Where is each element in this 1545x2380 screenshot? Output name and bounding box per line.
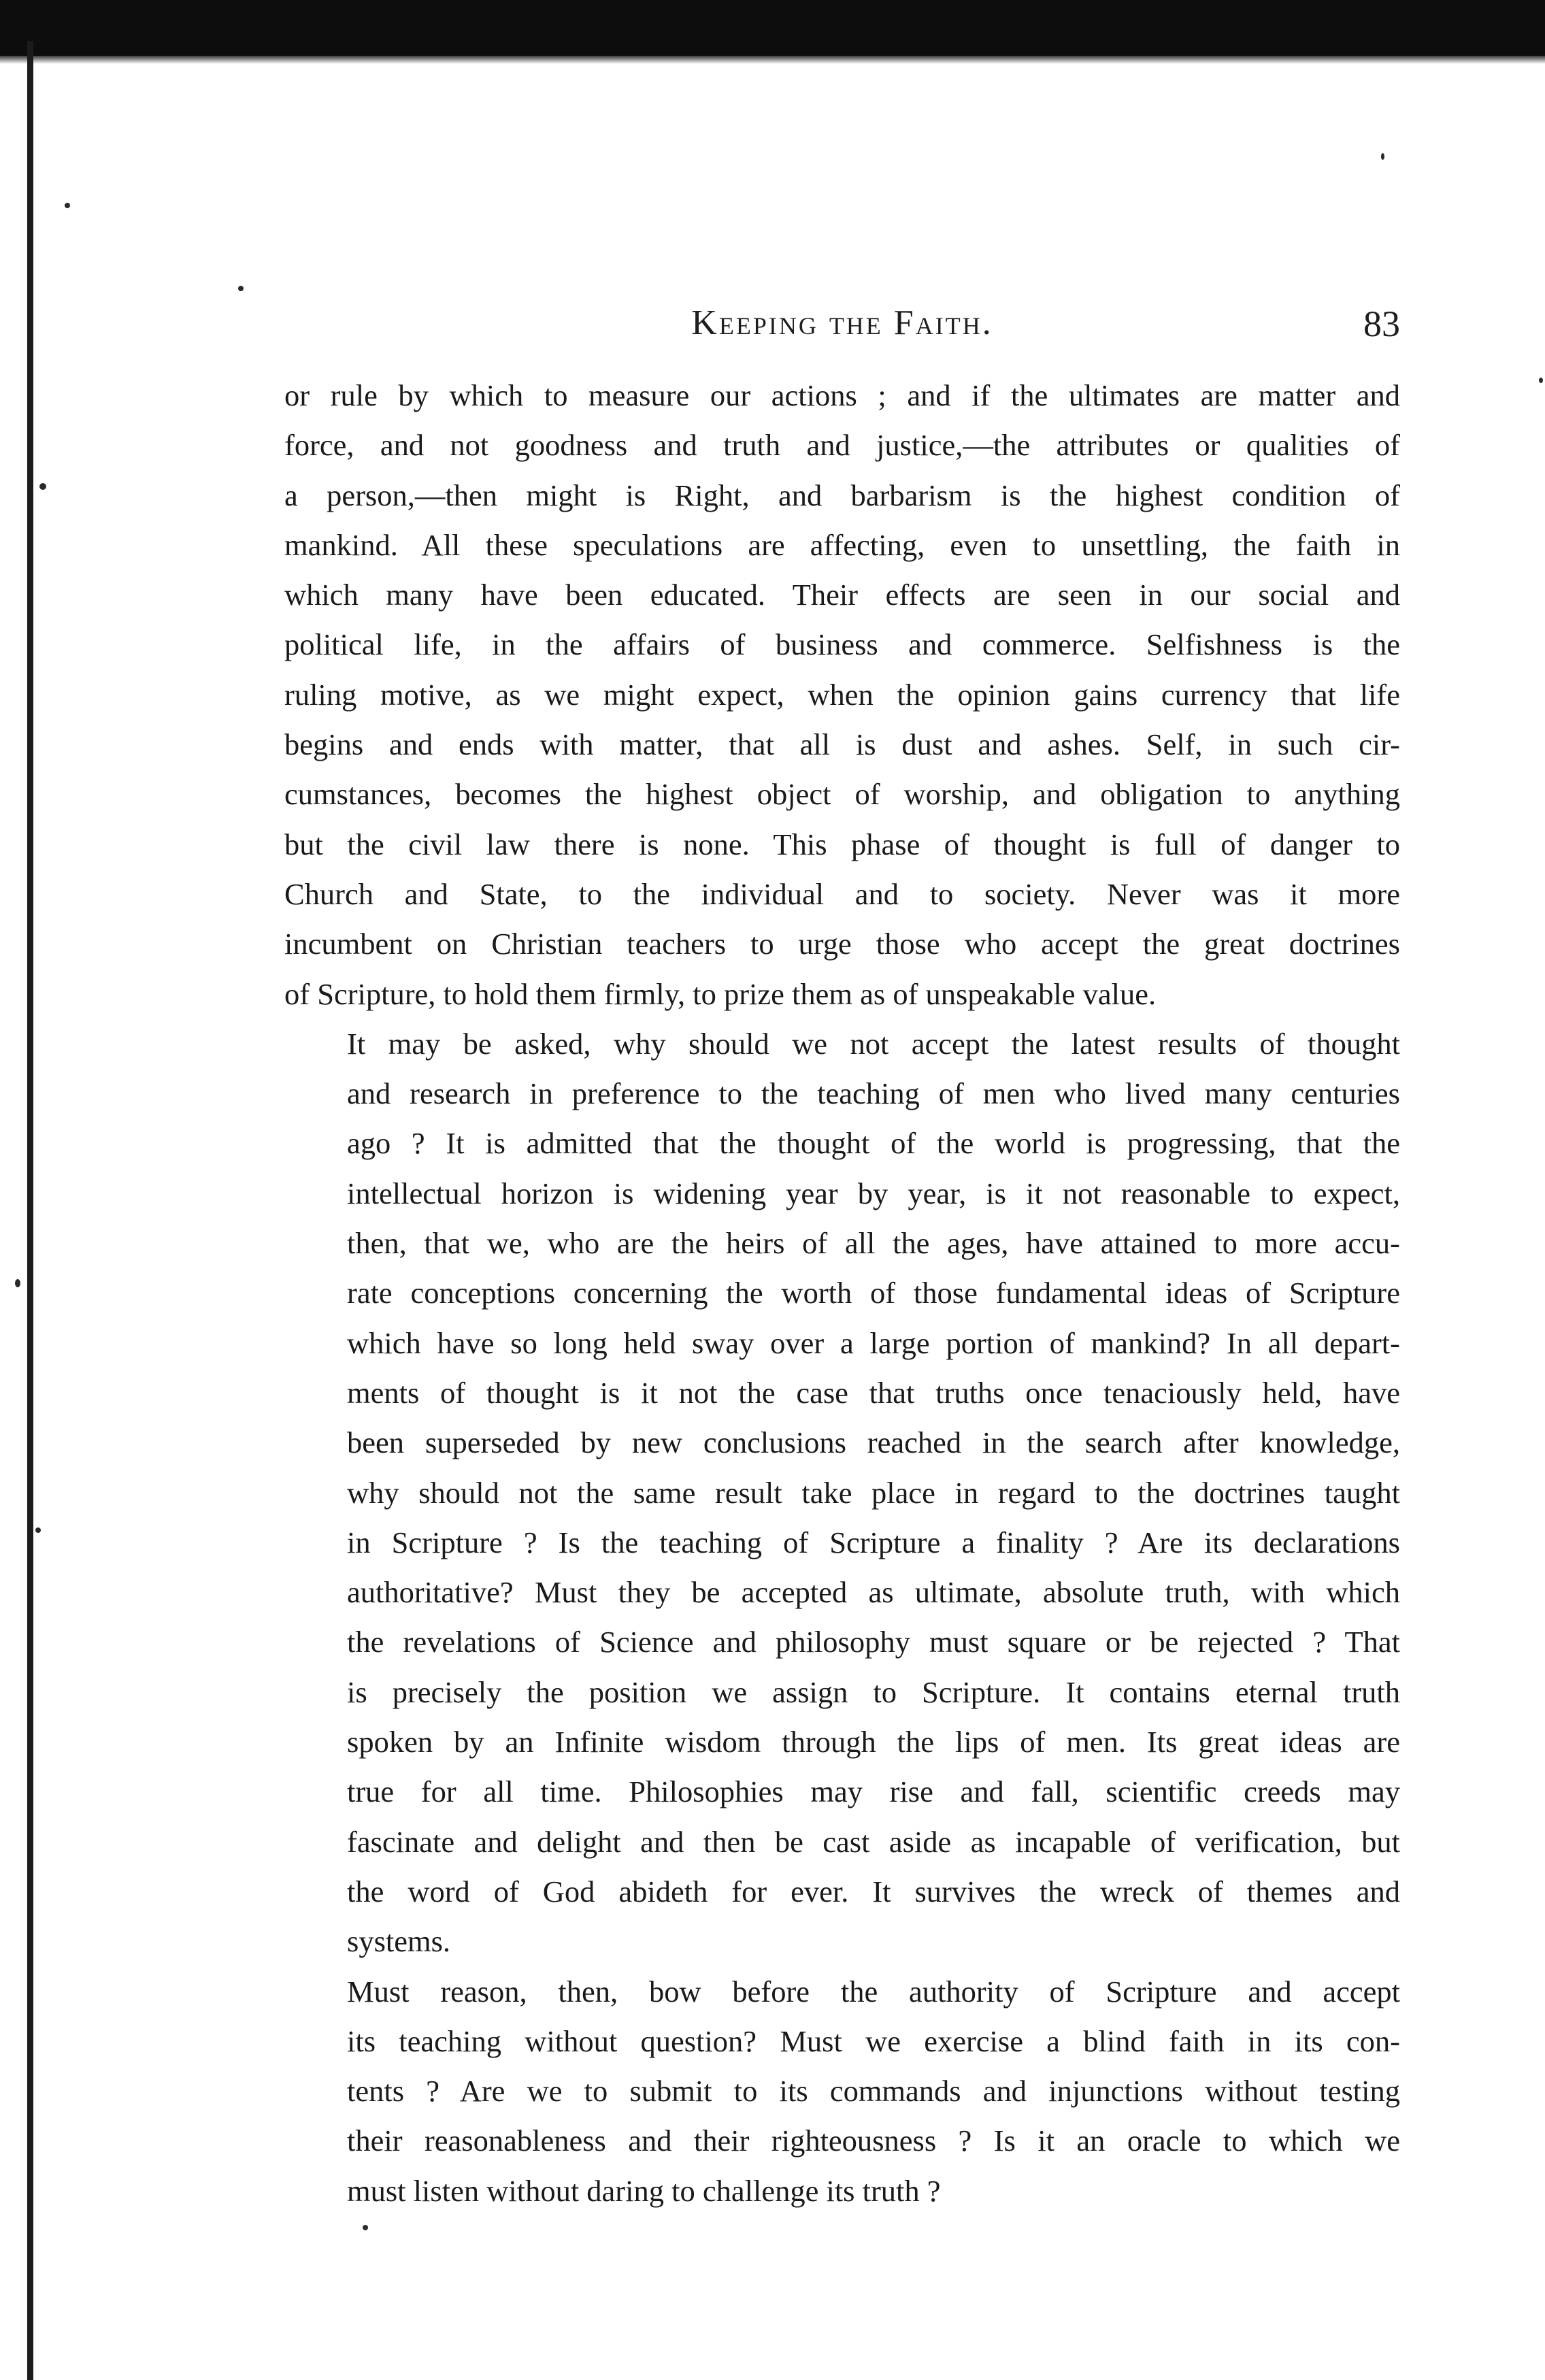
- scan-top-shadow: [0, 56, 1545, 64]
- text-line: Must reason, then, bow before the authority of Scripture and accept: [347, 1974, 1400, 2009]
- page-number: 83: [1363, 303, 1400, 344]
- text-line: been superseded by new conclusions reached in the search after knowledge,: [347, 1425, 1400, 1460]
- scan-speck: [35, 1527, 41, 1533]
- text-line: the word of God abideth for ever. It survives the wreck of themes and: [347, 1874, 1400, 1908]
- text-line: true for all time. Philosophies may rise and fall, scientific creeds may: [347, 1774, 1400, 1809]
- text-line: which many have been educated. Their effects are seen in our social and: [284, 578, 1400, 612]
- running-title: Keeping the Faith.: [691, 303, 993, 342]
- text-line: force, and not goodness and truth and justice,—the attributes or qualities of: [284, 428, 1400, 463]
- paragraph: [284, 1967, 1400, 2216]
- text-line: must listen without daring to challenge its truth ?: [347, 2173, 941, 2208]
- text-line: cumstances, becomes the highest object of worship, and obligation to anything: [284, 777, 1400, 812]
- text-line: but the civil law there is none. This phase of thought is full of danger to: [284, 827, 1400, 861]
- text-line: incumbent on Christian teachers to urge those who accept the great doctrines: [284, 927, 1400, 961]
- text-line: intellectual horizon is widening year by year, is it not reasonable to expect,: [347, 1176, 1400, 1210]
- text-line: ments of thought is it not the case that truths once tenaciously held, have: [347, 1375, 1400, 1410]
- text-line: It may be asked, why should we not accept the latest results of thought: [347, 1026, 1400, 1061]
- text-line: why should not the same result take place in regard to the doctrines taught: [347, 1475, 1400, 1510]
- text-line: fascinate and delight and then be cast aside as incapable of verification, but: [347, 1824, 1400, 1859]
- running-head: [284, 289, 1400, 371]
- scan-left-border: [27, 41, 33, 2380]
- text-line: systems.: [347, 1924, 451, 1959]
- text-line: a person,—then might is Right, and barbarism is the highest condition of: [284, 478, 1400, 512]
- text-line: political life, in the affairs of business and commerce. Selfishness is the: [284, 627, 1400, 662]
- text-line: tents ? Are we to submit to its commands and injunctions without testing: [347, 2074, 1400, 2109]
- text-line: or rule by which to measure our actions ; and if the ultimates are matter and: [284, 378, 1400, 412]
- text-line: its teaching without question? Must we exercise a blind faith in its con-: [347, 2023, 1400, 2058]
- text-line: begins and ends with matter, that all is dust and ashes. Self, in such cir-: [284, 727, 1400, 762]
- scan-speck: [363, 2225, 368, 2230]
- scan-speck: [65, 203, 70, 208]
- scan-top-border: [0, 0, 1545, 56]
- text-line: which have so long held sway over a large portion of mankind? In all depart-: [347, 1325, 1400, 1360]
- text-line: their reasonableness and their righteousness ? Is it an oracle to which we: [347, 2123, 1400, 2158]
- body-text: [284, 371, 1400, 2216]
- text-line: Church and State, to the individual and to society. Never was it more: [284, 876, 1400, 911]
- scan-speck: [39, 483, 46, 490]
- scan-speck: [15, 1279, 20, 1287]
- scan-speck: [1539, 378, 1543, 383]
- text-line: rate conceptions concerning the worth of those fundamental ideas of Scripture: [347, 1276, 1400, 1310]
- scan-speck: [1381, 153, 1384, 160]
- scan-speck: [238, 286, 244, 291]
- book-page: [284, 289, 1400, 2216]
- text-line: the revelations of Science and philosophy must square or be rejected ? That: [347, 1625, 1400, 1659]
- paragraph: [284, 371, 1400, 1019]
- text-line: spoken by an Infinite wisdom through the lips of men. Its great ideas are: [347, 1725, 1400, 1759]
- text-line: ago ? It is admitted that the thought of the world is progressing, that the: [347, 1126, 1400, 1161]
- text-line: in Scripture ? Is the teaching of Scripture a finality ? Are its declarations: [347, 1525, 1400, 1559]
- text-line: then, that we, who are the heirs of all the ages, have attained to more accu-: [347, 1226, 1400, 1261]
- text-line: of Scripture, to hold them firmly, to prize them as of unspeakable value.: [284, 976, 1157, 1011]
- text-line: ruling motive, as we might expect, when the opinion gains currency that life: [284, 677, 1400, 712]
- paragraph: [284, 1019, 1400, 1967]
- text-line: and research in preference to the teaching of men who lived many centuries: [347, 1076, 1400, 1111]
- text-line: authoritative? Must they be accepted as ultimate, absolute truth, with which: [347, 1575, 1400, 1610]
- text-line: is precisely the position we assign to Scripture. It contains eternal truth: [347, 1674, 1400, 1709]
- text-line: mankind. All these speculations are affecting, even to unsettling, the faith in: [284, 527, 1400, 562]
